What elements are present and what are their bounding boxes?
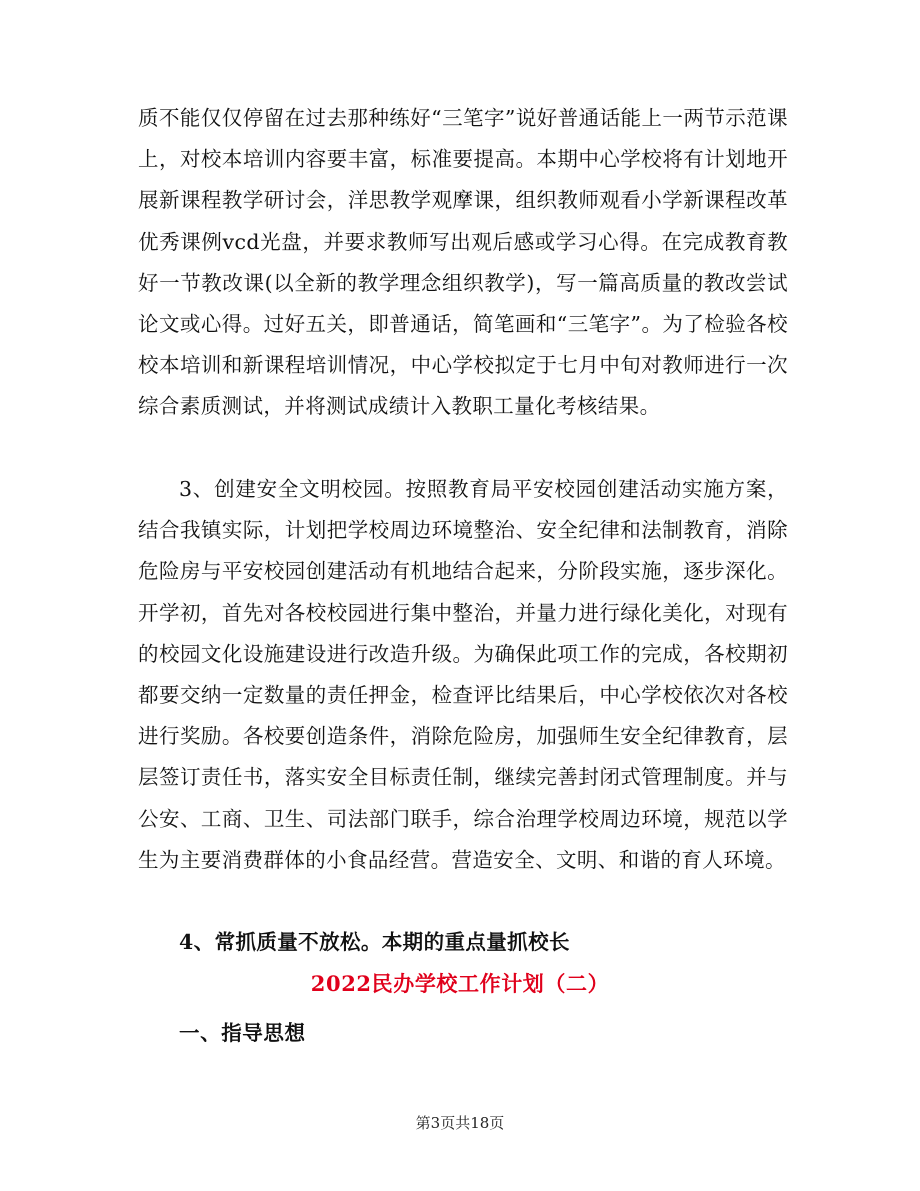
page-number-footer: 第3页共18页	[415, 1114, 505, 1132]
paragraph-text: 3、创建安全文明校园。按照教育局平安校园创建活动实施方案，结合我镇实际，计划把学校周边环境整治、安全纪律和法制教育，消除危险房与平安校园创建活动有机地结合起来，分阶段实施，逐步深化。开学初，首先对各校校园进行集中整治，并量力进行绿化美化，对现有的校园文化设施建设进行改造升级。为确保此项工作的完成，各校期初都要交纳一定数量的责任押金，检查评比结果后，中心学校依次对各校进行奖励。各校要创造条件，消除危险房，加强师生安全纪律教育，层层签订责任书，落实安全目标责任制，继续完善封闭式管理制度。并与公安、工商、卫生、司法部门联手，综合治理学校周边环境，规范以学生为主要消费群体的小食品经营。营造安全、文明、和谐的育人环境。	[138, 477, 788, 872]
paragraph-text: 质不能仅仅停留在过去那种练好“三笔字”说好普通话能上一两节示范课上，对校本培训内容要丰富，标准要提高。本期中心学校将有计划地开展新课程教学研讨会，洋思教学观摩课，组织教师观看小学新课程改革优秀课例vcd光盘，并要求教师写出观后感或学习心得。在完成教育教好一节教改课(以全新的教学理念组织教学)，写一篇高质量的教改尝试论文或心得。过好五关，即普通话，简笔画和“三笔字”。为了检验各校校本培训和新课程培训情况，中心学校拟定于七月中旬对教师进行一次综合素质测试，并将测试成绩计入教职工量化考核结果。	[138, 106, 788, 419]
paragraph-text: 4、常抓质量不放松。本期的重点量抓校长	[179, 930, 570, 954]
document-title: 2022民办学校工作计划（二）	[310, 971, 610, 996]
section-heading: 一、指导思想	[179, 1021, 306, 1045]
body-paragraph-safety	[138, 469, 788, 881]
body-paragraph-quality	[138, 922, 788, 963]
body-paragraph-continued	[138, 98, 788, 428]
